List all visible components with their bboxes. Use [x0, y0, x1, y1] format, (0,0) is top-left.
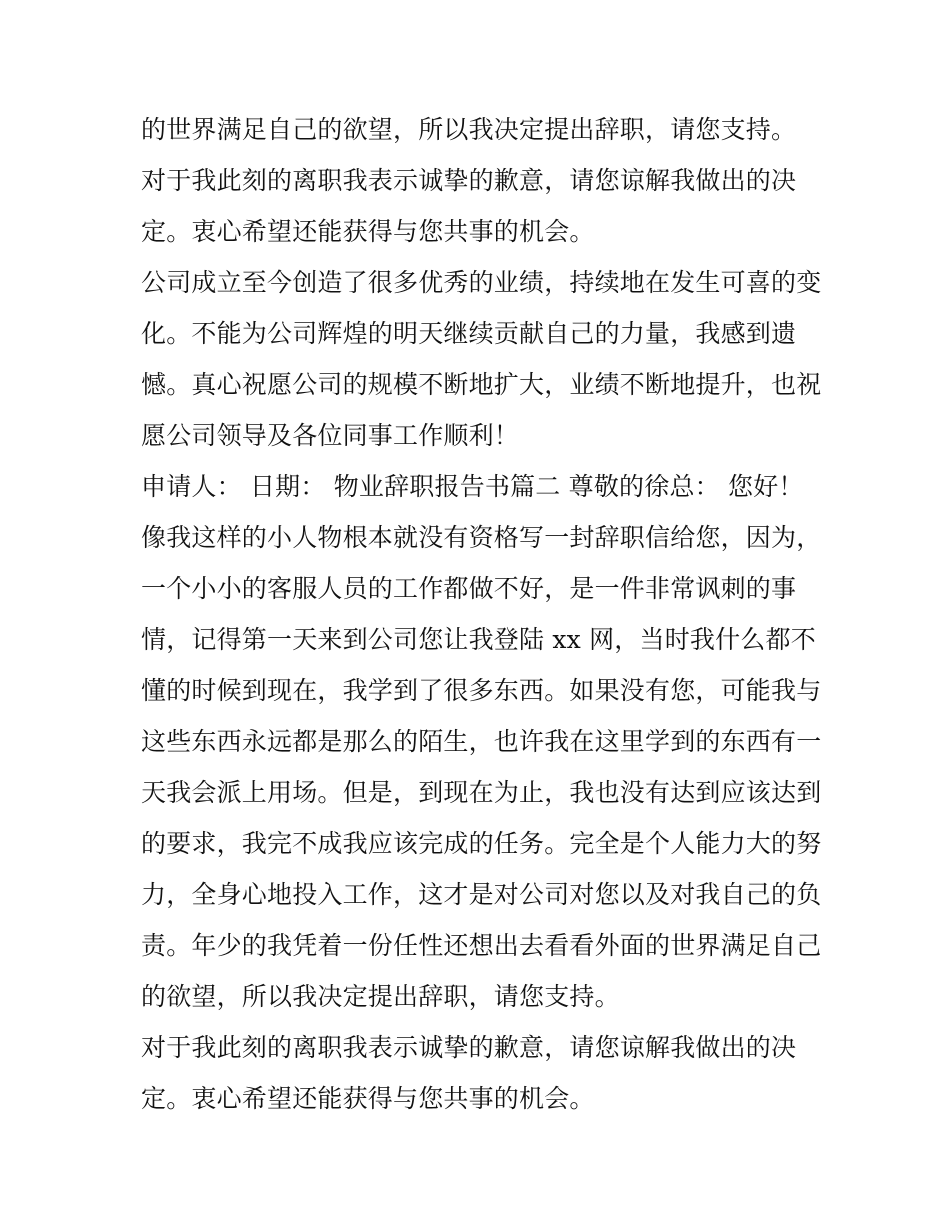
text-line: 的世界满足自己的欲望，所以我决定提出辞职，请您支持。: [141, 115, 797, 144]
text-line: 这些东西永远都是那么的陌生，也许我在这里学到的东西有一: [141, 727, 822, 756]
text-line: 责。年少的我凭着一份任性还想出去看看外面的世界满足自己: [141, 931, 822, 960]
text-line: 的欲望，所以我决定提出辞职，请您支持。: [141, 982, 620, 1011]
text-line: 像我这样的小人物根本就没有资格写一封辞职信给您，因为，: [141, 523, 822, 552]
text-line: 愿公司领导及各位同事工作顺利！: [141, 421, 520, 450]
text-line: 公司成立至今创造了很多优秀的业绩，持续地在发生可喜的变: [141, 268, 822, 297]
text-line: 申请人： 日期： 物业辞职报告书篇二 尊敬的徐总： 您好！: [141, 472, 804, 501]
text-line: 情，记得第一天来到公司您让我登陆 xx 网，当时我什么都不: [141, 625, 816, 654]
text-line: 对于我此刻的离职我表示诚挚的歉意，请您谅解我做出的决: [141, 166, 797, 195]
text-line: 的要求，我完不成我应该完成的任务。完全是个人能力大的努: [141, 829, 822, 858]
text-line: 定。衷心希望还能获得与您共事的机会。: [141, 217, 595, 246]
text-line: 懂的时候到现在，我学到了很多东西。如果没有您，可能我与: [141, 676, 822, 705]
text-line: 化。不能为公司辉煌的明天继续贡献自己的力量，我感到遗: [141, 319, 797, 348]
text-line: 天我会派上用场。但是，到现在为止，我也没有达到应该达到: [141, 778, 822, 807]
text-line: 定。衷心希望还能获得与您共事的机会。: [141, 1084, 595, 1113]
text-line: 对于我此刻的离职我表示诚挚的歉意，请您谅解我做出的决: [141, 1033, 797, 1062]
text-line: 憾。真心祝愿公司的规模不断地扩大，业绩不断地提升，也祝: [141, 370, 822, 399]
text-line: 力，全身心地投入工作，这才是对公司对您以及对我自己的负: [141, 880, 822, 909]
document-body: [141, 104, 821, 1124]
text-line: 一个小小的客服人员的工作都做不好，是一件非常讽刺的事: [141, 574, 797, 603]
